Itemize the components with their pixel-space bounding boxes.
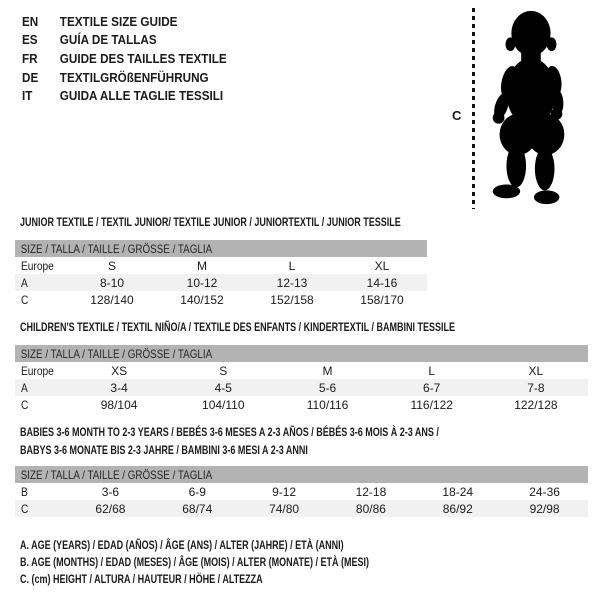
size-cell: XS	[111, 363, 128, 378]
size-cell: M	[197, 258, 207, 273]
height-cell: 74/80	[269, 501, 300, 516]
height-cell: 62/68	[95, 501, 126, 516]
language-row-fr	[22, 49, 227, 68]
babies-size-table	[15, 466, 588, 517]
row-label: A	[20, 380, 28, 395]
height-cell: 68/74	[182, 501, 213, 516]
table-row-europe	[15, 362, 588, 379]
size-cell: XL	[528, 363, 544, 378]
size-cell: L	[288, 258, 296, 273]
language-row-de	[22, 68, 227, 87]
age-cell: 24-36	[529, 484, 560, 499]
language-code: DE	[22, 69, 39, 85]
age-cell: 4-5	[214, 380, 232, 395]
guide-title: TEXTILE SIZE GUIDE	[59, 13, 178, 29]
row-label: A	[20, 275, 28, 290]
table-row-height	[15, 500, 588, 517]
legend-height-cm: C. (cm) HEIGHT / ALTURA / HAUTEUR / HÖHE / ALTEZZA	[20, 572, 263, 587]
height-cell: 86/92	[442, 501, 473, 516]
table-row-height	[15, 291, 427, 308]
age-cell: 18-24	[442, 484, 474, 499]
age-cell: 9-12	[272, 484, 297, 499]
guide-title: GUIDA ALLE TAGLIE TESSILI	[59, 88, 224, 104]
language-code: ES	[22, 32, 38, 48]
size-cell: XL	[374, 258, 390, 273]
height-cell: 128/140	[90, 292, 134, 307]
table-row-height	[15, 396, 588, 413]
row-label: C	[20, 292, 29, 307]
age-cell: 12-18	[355, 484, 387, 499]
age-cell: 12-13	[276, 275, 308, 290]
table-row-europe	[15, 257, 427, 274]
age-cell: 3-6	[101, 484, 120, 499]
height-cell: 80/86	[355, 501, 386, 516]
size-header-label: SIZE / TALLA / TAILLE / GRÖSSE / TAGLIA	[20, 241, 213, 256]
age-cell: 6-9	[188, 484, 206, 499]
age-cell: 5-6	[318, 380, 337, 395]
size-cell: L	[428, 363, 436, 378]
height-cell: 158/170	[360, 292, 404, 307]
table-row-age-months	[15, 483, 588, 500]
age-cell: 6-7	[423, 380, 441, 395]
guide-title: GUIDE DES TAILLES TEXTILE	[59, 50, 227, 66]
row-label: Europe	[20, 363, 54, 378]
height-cell: 92/98	[529, 501, 560, 516]
row-label: Europe	[20, 258, 54, 273]
size-header-bar	[15, 466, 588, 483]
height-cell: 116/122	[410, 397, 453, 412]
size-header-label: SIZE / TALLA / TAILLE / GRÖSSE / TAGLIA	[20, 467, 213, 482]
language-title-block	[22, 12, 249, 105]
toddler-silhouette-icon	[473, 4, 585, 210]
height-cell: 110/116	[306, 397, 349, 412]
height-measure-label: C	[452, 108, 462, 123]
language-code: IT	[22, 88, 33, 104]
babies-table-title-line2: BABYS 3-6 MONATE BIS 2-3 JAHRE / BAMBINI 3-6 MESI A 2-3 ANNI	[20, 443, 308, 457]
children-size-table	[15, 345, 588, 413]
age-cell: 14-16	[366, 275, 398, 290]
size-header-bar	[15, 240, 427, 257]
height-cell: 140/152	[180, 292, 224, 307]
height-cell: 122/128	[514, 397, 558, 412]
height-cell: 152/158	[270, 292, 314, 307]
legend-age-months: B. AGE (MONTHS) / EDAD (MESES) / ÂGE (MOIS) / ALTER (MONATE) / ETÀ (MESI)	[20, 555, 369, 570]
junior-size-table	[15, 240, 427, 308]
legend-block	[20, 536, 485, 588]
language-row-es	[22, 31, 227, 50]
size-cell: S	[107, 258, 116, 273]
row-label: C	[20, 397, 29, 412]
size-header-bar	[15, 345, 588, 362]
children-table-title: CHILDREN'S TEXTILE / TEXTIL NIÑO/A / TEXTILE DES ENFANTS / KINDERTEXTIL / BAMBINI TESSILE	[20, 320, 456, 334]
language-code: FR	[22, 50, 38, 66]
table-row-age	[15, 274, 427, 291]
height-cell: 104/110	[202, 397, 245, 412]
guide-title: GUÍA DE TALLAS	[59, 32, 157, 48]
age-cell: 8-10	[99, 275, 125, 290]
guide-title: TEXTILGRÖßENFÜHRUNG	[59, 69, 209, 85]
row-label: B	[20, 484, 28, 499]
legend-age-years: A. AGE (YEARS) / EDAD (AÑOS) / ÂGE (ANS) / ALTER (JAHRE) / ETÀ (ANNI)	[20, 537, 344, 552]
age-cell: 3-4	[110, 380, 128, 395]
babies-table-title-line1: BABIES 3-6 MONTH TO 2-3 YEARS / BEBÉS 3-6 MESES A 2-3 AÑOS / BÉBÉS 3-6 MOIS À 2-3 ANS /	[20, 425, 439, 439]
size-header-label: SIZE / TALLA / TAILLE / GRÖSSE / TAGLIA	[20, 346, 213, 361]
size-cell: S	[219, 363, 228, 378]
height-cell: 98/104	[100, 397, 138, 412]
language-row-it	[22, 86, 227, 105]
age-cell: 10-12	[186, 275, 218, 290]
row-label: C	[20, 501, 29, 516]
language-code: EN	[22, 13, 39, 29]
size-cell: M	[322, 363, 333, 378]
language-row-en	[22, 12, 227, 31]
junior-table-title: JUNIOR TEXTILE / TEXTIL JUNIOR/ TEXTILE JUNIOR / JUNIORTEXTIL / JUNIOR TESSILE	[20, 215, 401, 229]
age-cell: 7-8	[527, 380, 545, 395]
table-row-age	[15, 379, 588, 396]
